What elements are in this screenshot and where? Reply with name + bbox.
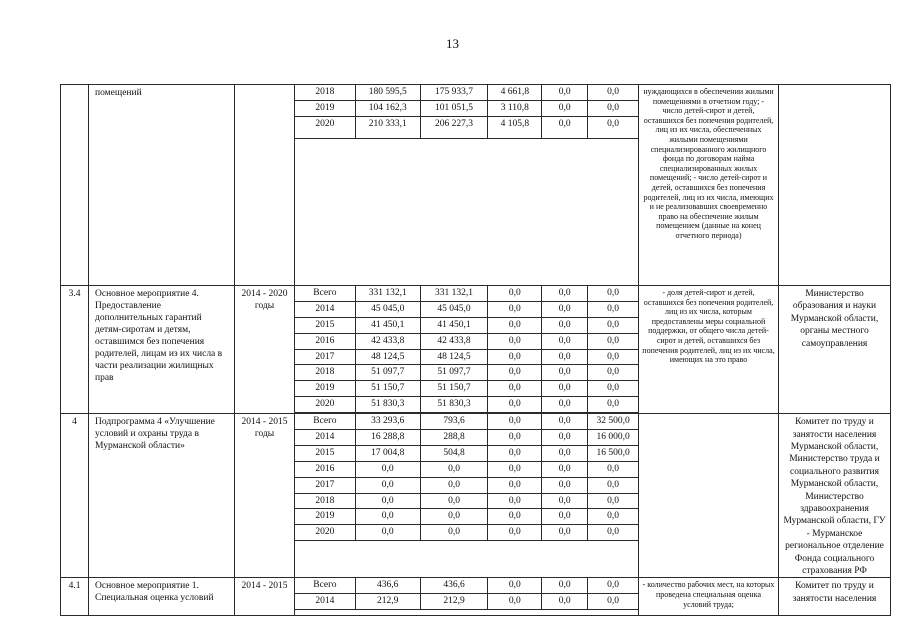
period: 2014 - 2015 (235, 578, 295, 616)
fin-other: 0,0 (588, 397, 638, 413)
responsible-executor: Комитет по труду и занятости населения Мурманской области, Министерство труда и социального развития Мурманской области, Министерство здравоохранения Мурманской области, ГУ - Мурманское региональное отделение Фонда социального страхования РФ (779, 414, 891, 578)
row-number (61, 85, 89, 286)
fin-year: 2014 (295, 594, 356, 610)
financing-row (295, 446, 638, 462)
financing-row (295, 101, 638, 117)
fin-regional: 0,0 (421, 509, 489, 525)
fin-year: Всего (295, 286, 356, 302)
fin-other: 0,0 (588, 381, 638, 397)
fin-local: 0,0 (542, 286, 588, 302)
fin-regional: 436,6 (421, 578, 489, 594)
fin-other: 0,0 (588, 365, 638, 381)
fin-federal: 0,0 (488, 594, 542, 610)
fin-total: 48 124,5 (356, 350, 421, 366)
fin-federal: 0,0 (488, 478, 542, 494)
fin-other: 16 000,0 (588, 430, 638, 446)
fin-local: 0,0 (542, 478, 588, 494)
fin-federal: 0,0 (488, 509, 542, 525)
fin-total: 51 150,7 (356, 381, 421, 397)
fin-local: 0,0 (542, 381, 588, 397)
fin-regional: 45 045,0 (421, 302, 489, 318)
fin-total: 104 162,3 (356, 101, 421, 117)
fin-federal: 0,0 (488, 334, 542, 350)
measure-name: помещений (89, 85, 235, 286)
fin-other: 0,0 (588, 350, 638, 366)
fin-total: 42 433,8 (356, 334, 421, 350)
indicator-text: - доля детей-сирот и детей, оставшихся без попечения родителей, лиц из их числа, которым предоставлены меры социальной поддержки, от общего числа детей-сирот и детей, оставшихся без попечения родителей, лиц из их числа, имеющих на это право (639, 286, 779, 414)
fin-local: 0,0 (542, 302, 588, 318)
fin-local: 0,0 (542, 578, 588, 594)
fin-federal: 0,0 (488, 302, 542, 318)
measure-name: Подпрограмма 4 «Улучшение условий и охраны труда в Мурманской области» (89, 414, 235, 578)
fin-regional: 0,0 (421, 478, 489, 494)
fin-other: 32 500,0 (588, 414, 638, 430)
table-row (61, 414, 891, 578)
fin-total: 436,6 (356, 578, 421, 594)
indicator-text (639, 414, 779, 578)
fin-local: 0,0 (542, 365, 588, 381)
fin-other: 0,0 (588, 462, 638, 478)
fin-federal: 0,0 (488, 397, 542, 413)
fin-regional: 504,8 (421, 446, 489, 462)
fin-year: 2018 (295, 494, 356, 510)
fin-regional: 331 132,1 (421, 286, 489, 302)
fin-year: 2017 (295, 478, 356, 494)
fin-local: 0,0 (542, 318, 588, 334)
financing-row (295, 525, 638, 541)
financing-row (295, 462, 638, 478)
fin-federal: 0,0 (488, 381, 542, 397)
fin-total: 0,0 (356, 462, 421, 478)
fin-other: 0,0 (588, 101, 638, 117)
fin-total: 210 333,1 (356, 117, 421, 139)
fin-year: 2018 (295, 85, 356, 101)
fin-regional: 175 933,7 (421, 85, 489, 101)
measure-name: Основное мероприятие 4. Предоставление дополнительных гарантий детям-сиротам и детям, оставшимся без попечения родителей, лицам из их числа в части реализации жилищных прав (89, 286, 235, 414)
measure-name: Основное мероприятие 1. Специальная оценка условий (89, 578, 235, 616)
fin-year: 2016 (295, 334, 356, 350)
fin-federal: 0,0 (488, 494, 542, 510)
fin-year: 2019 (295, 381, 356, 397)
fin-year: 2015 (295, 318, 356, 334)
fin-year: 2016 (295, 462, 356, 478)
fin-other: 0,0 (588, 286, 638, 302)
page-number: 13 (446, 36, 459, 51)
fin-year: 2020 (295, 117, 356, 139)
fin-federal: 4 661,8 (488, 85, 542, 101)
fin-regional: 288,8 (421, 430, 489, 446)
indicator-text: нуждающихся в обеспечении жилыми помещениями в отчетном году; - число детей-сирот и детей, оставшихся без попечения родителей, лиц из их числа, обеспеченных жилыми помещениями специализированного жилищного фонда по договорам найма специализированных жилых помещений; - число детей-сирот и детей, оставшихся без попечения родителей, лиц из их числа, имеющих и не реализовавших своевременно право на обеспечение жилым помещением (данные на конец отчетного периода) (639, 85, 779, 286)
fin-local: 0,0 (542, 85, 588, 101)
fin-regional: 206 227,3 (421, 117, 489, 139)
fin-other: 0,0 (588, 525, 638, 541)
fin-other: 0,0 (588, 509, 638, 525)
fin-total: 0,0 (356, 509, 421, 525)
fin-year: 2015 (295, 446, 356, 462)
fin-total: 51 097,7 (356, 365, 421, 381)
indicator-text: - количество рабочих мест, на которых проведена специальная оценка условий труда; (639, 578, 779, 616)
table-row (61, 85, 891, 286)
fin-local: 0,0 (542, 509, 588, 525)
fin-year: 2017 (295, 350, 356, 366)
fin-other: 0,0 (588, 494, 638, 510)
responsible-executor: Комитет по труду и занятости населения (779, 578, 891, 616)
fin-federal: 0,0 (488, 430, 542, 446)
fin-total: 33 293,6 (356, 414, 421, 430)
fin-federal: 0,0 (488, 414, 542, 430)
fin-regional: 48 124,5 (421, 350, 489, 366)
financing-row (295, 414, 638, 430)
financing-block (295, 578, 639, 616)
fin-regional: 0,0 (421, 525, 489, 541)
fin-other: 0,0 (588, 594, 638, 610)
fin-federal: 0,0 (488, 286, 542, 302)
financing-row (295, 318, 638, 334)
fin-total: 45 045,0 (356, 302, 421, 318)
fin-federal: 0,0 (488, 578, 542, 594)
fin-regional: 793,6 (421, 414, 489, 430)
fin-year: 2014 (295, 302, 356, 318)
fin-federal: 0,0 (488, 462, 542, 478)
financing-row (295, 430, 638, 446)
fin-regional: 212,9 (421, 594, 489, 610)
fin-year: 2018 (295, 365, 356, 381)
fin-year: 2014 (295, 430, 356, 446)
financing-row (295, 286, 638, 302)
fin-local: 0,0 (542, 117, 588, 139)
program-table (60, 84, 891, 616)
financing-row (295, 478, 638, 494)
fin-other: 0,0 (588, 318, 638, 334)
fin-total: 51 830,3 (356, 397, 421, 413)
financing-row (295, 397, 638, 413)
table-row (61, 578, 891, 616)
fin-local: 0,0 (542, 414, 588, 430)
fin-year: 2020 (295, 397, 356, 413)
fin-federal: 0,0 (488, 446, 542, 462)
fin-year: Всего (295, 578, 356, 594)
fin-other: 0,0 (588, 302, 638, 318)
fin-local: 0,0 (542, 594, 588, 610)
fin-other: 16 500,0 (588, 446, 638, 462)
fin-local: 0,0 (542, 397, 588, 413)
period: 2014 - 2020 годы (235, 286, 295, 414)
fin-total: 41 450,1 (356, 318, 421, 334)
fin-federal: 0,0 (488, 350, 542, 366)
fin-total: 212,9 (356, 594, 421, 610)
fin-total: 331 132,1 (356, 286, 421, 302)
fin-regional: 51 097,7 (421, 365, 489, 381)
fin-total: 0,0 (356, 494, 421, 510)
financing-row (295, 509, 638, 525)
fin-regional: 51 150,7 (421, 381, 489, 397)
responsible-executor: Министерство образования и науки Мурманской области, органы местного самоуправления (779, 286, 891, 414)
fin-other: 0,0 (588, 478, 638, 494)
fin-regional: 0,0 (421, 494, 489, 510)
financing-row (295, 302, 638, 318)
table-row (61, 286, 891, 414)
fin-local: 0,0 (542, 350, 588, 366)
financing-row (295, 117, 638, 139)
row-number: 4 (61, 414, 89, 578)
fin-total: 0,0 (356, 478, 421, 494)
fin-total: 180 595,5 (356, 85, 421, 101)
fin-regional: 101 051,5 (421, 101, 489, 117)
financing-row (295, 578, 638, 594)
fin-total: 16 288,8 (356, 430, 421, 446)
financing-row (295, 381, 638, 397)
fin-local: 0,0 (542, 430, 588, 446)
fin-other: 0,0 (588, 578, 638, 594)
fin-local: 0,0 (542, 334, 588, 350)
fin-total: 17 004,8 (356, 446, 421, 462)
fin-local: 0,0 (542, 525, 588, 541)
fin-regional: 41 450,1 (421, 318, 489, 334)
fin-other: 0,0 (588, 85, 638, 101)
period (235, 85, 295, 286)
fin-federal: 4 105,8 (488, 117, 542, 139)
fin-year: 2020 (295, 525, 356, 541)
fin-other: 0,0 (588, 117, 638, 139)
fin-regional: 42 433,8 (421, 334, 489, 350)
row-number: 3.4 (61, 286, 89, 414)
financing-row (295, 365, 638, 381)
fin-total: 0,0 (356, 525, 421, 541)
fin-year: 2019 (295, 101, 356, 117)
fin-local: 0,0 (542, 494, 588, 510)
fin-local: 0,0 (542, 446, 588, 462)
financing-block (295, 414, 639, 578)
fin-federal: 0,0 (488, 365, 542, 381)
fin-local: 0,0 (542, 101, 588, 117)
fin-regional: 51 830,3 (421, 397, 489, 413)
financing-row (295, 594, 638, 610)
period: 2014 - 2015 годы (235, 414, 295, 578)
financing-row (295, 350, 638, 366)
financing-row (295, 334, 638, 350)
fin-regional: 0,0 (421, 462, 489, 478)
fin-federal: 0,0 (488, 318, 542, 334)
row-number: 4.1 (61, 578, 89, 616)
fin-local: 0,0 (542, 462, 588, 478)
fin-federal: 3 110,8 (488, 101, 542, 117)
fin-other: 0,0 (588, 334, 638, 350)
financing-block (295, 286, 639, 414)
fin-year: 2019 (295, 509, 356, 525)
fin-federal: 0,0 (488, 525, 542, 541)
fin-year: Всего (295, 414, 356, 430)
financing-row (295, 85, 638, 101)
responsible-executor (779, 85, 891, 286)
financing-row (295, 494, 638, 510)
financing-block (295, 85, 639, 286)
